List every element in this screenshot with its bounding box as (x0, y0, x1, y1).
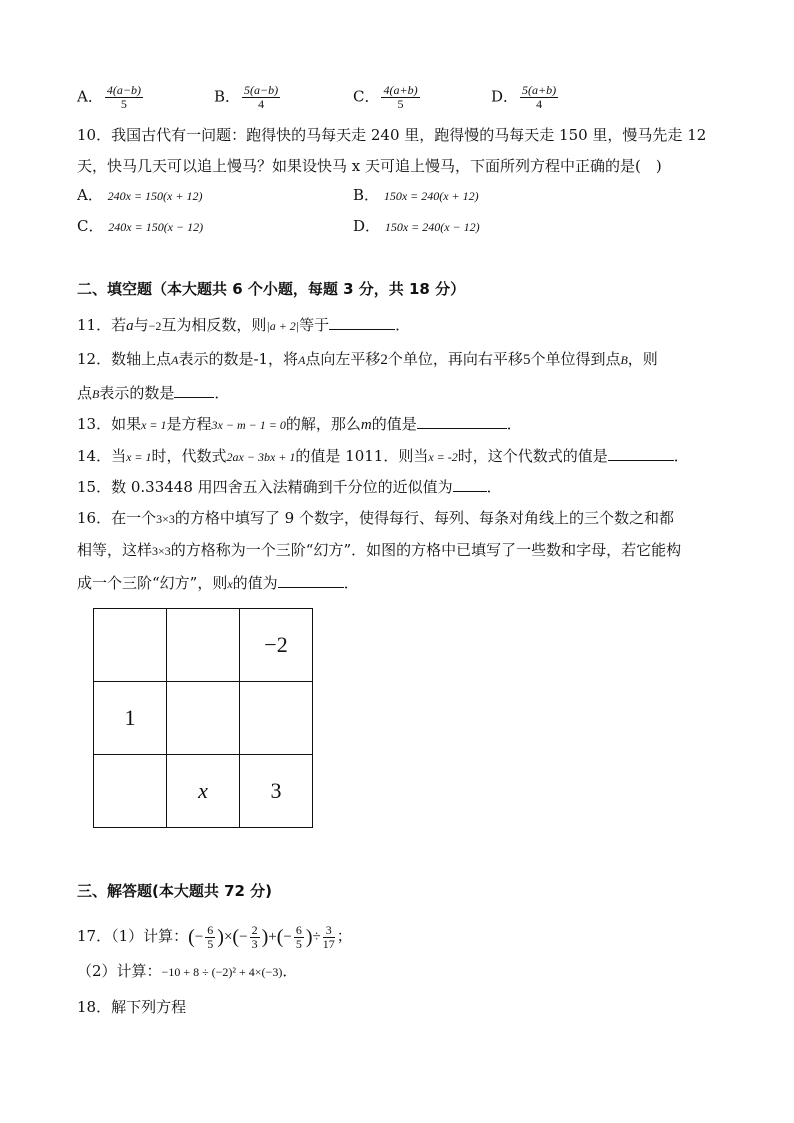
section-2-heading: 二、填空题（本大题共 6 个小题，每题 3 分，共 18 分） (77, 280, 466, 298)
q12-line-1: 12．数轴上点A表示的数是-1，将A点向左平移2个单位，再向右平移5个单位得到点B，则 (77, 350, 658, 368)
q11-answer-blank[interactable] (329, 315, 395, 330)
magic-square-cell (167, 609, 240, 682)
q10-options-row-2 (77, 217, 480, 236)
q10-option-c[interactable]: C． 240x = 150(x − 12) (77, 217, 204, 235)
q13-answer-blank[interactable] (417, 414, 507, 429)
magic-square-cell (94, 609, 167, 682)
magic-square-cell: x (167, 755, 240, 828)
q14-answer-blank[interactable] (608, 446, 674, 461)
q17-part-1: 17．（1）计算：(− $\frac{6}{5}$ )×(− $\frac{2}{3}$ )+(− $\frac{6}{5}$ )÷ $\frac{3}{17}$ ； (77, 922, 352, 951)
q10-options-row-1 (77, 186, 479, 205)
q9-option-a[interactable]: A． $\frac{4(a-b)}{5}$ (77, 83, 141, 111)
magic-square-row (94, 755, 313, 828)
magic-square-cell (167, 682, 240, 755)
q17-part-2: （2）计算：−10 + 8 ÷ (−2)² + 4×(−3)． (77, 962, 298, 980)
magic-square-row (94, 609, 313, 682)
q9-option-b[interactable]: B． $\frac{5(a-b)}{4}$ (214, 83, 279, 111)
q12-line-2: 点B表示的数是 ． (77, 384, 230, 402)
q15-answer-blank[interactable] (453, 477, 487, 492)
magic-square-grid (93, 608, 313, 828)
q10-line-1: 10．我国古代有一问题：跑得快的马每天走 240 里，跑得慢的马每天走 150 里，慢马先走 12 (77, 126, 707, 144)
q16-line-2: 相等，这样3×3的方格称为一个三阶“幻方”．如图的方格中已填写了一些数和字母，若它能构 (77, 541, 682, 559)
q16-line-3: 成一个三阶“幻方”，则x的值为 ． (77, 574, 359, 592)
q14: 14．当x = 1时，代数式2ax − 3bx + 1的值是 1011．则当x = -2时，这个代数式的值是 ． (77, 447, 689, 465)
q16-answer-blank[interactable] (278, 573, 344, 588)
q10-option-a[interactable]: A． 240x = 150(x + 12) (77, 186, 203, 204)
q9-option-c[interactable]: C． $\frac{4(a+b)}{5}$ (353, 83, 418, 111)
magic-square-cell: −2 (240, 609, 313, 682)
section-3-heading: 三、解答题(本大题共 72 分) (77, 882, 273, 900)
q13: 13．如果x = 1是方程3x − m − 1 = 0的解，那么m的值是 ． (77, 415, 522, 433)
magic-square-cell: 1 (94, 682, 167, 755)
q10-option-b[interactable]: B． 150x = 240(x + 12) (353, 186, 479, 204)
q16-line-1: 16．在一个3×3的方格中填写了 9 个数字，使得每行、每列、每条对角线上的三个数之和都 (77, 509, 674, 527)
magic-square-cell: 3 (240, 755, 313, 828)
q15: 15．数 0.33448 用四舍五入法精确到千分位的近似值为 ． (77, 478, 502, 496)
magic-square-cell (240, 682, 313, 755)
q18: 18．解下列方程 (77, 998, 187, 1016)
q10-option-d[interactable]: D． 150x = 240(x − 12) (353, 217, 480, 235)
q10-line-2: 天，快马几天可以追上慢马？如果设快马 x 天可追上慢马，下面所列方程中正确的是( ) (77, 157, 662, 175)
magic-square-row (94, 682, 313, 755)
q12-answer-blank[interactable] (174, 383, 214, 398)
q9-option-d[interactable]: D． $\frac{5(a+b)}{4}$ (491, 83, 557, 111)
magic-square-cell (94, 755, 167, 828)
q11: 11．若a与−2互为相反数，则|a + 2|等于 ． (77, 316, 411, 334)
